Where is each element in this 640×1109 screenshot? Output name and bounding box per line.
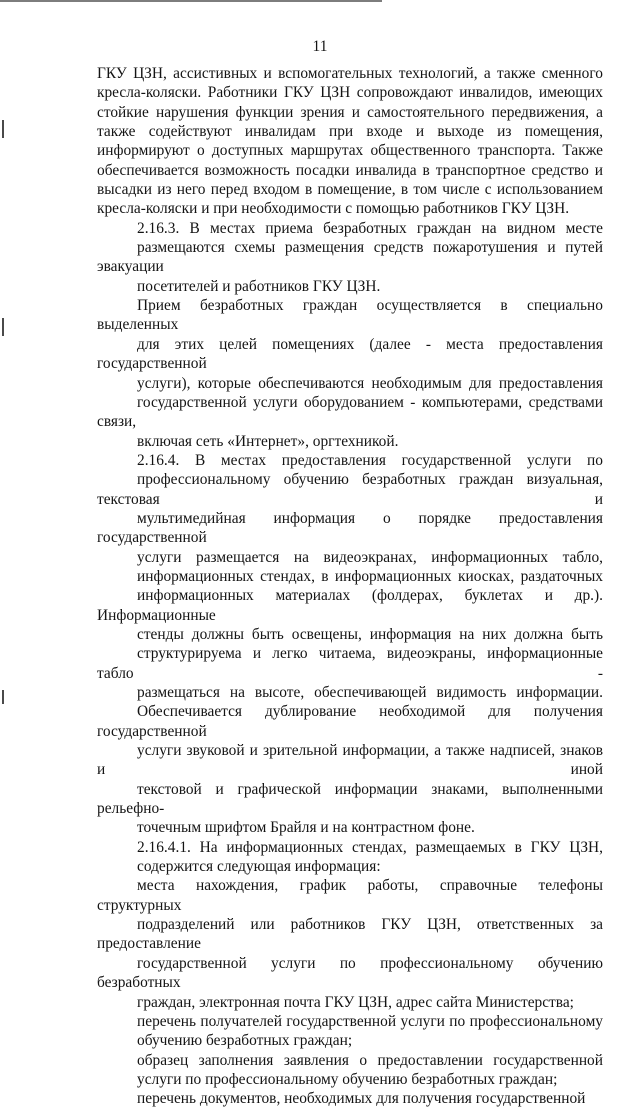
paragraph [97,451,603,838]
text-line: стойкие нарушения функции зрения и самостоятельного передвижения, а [97,103,603,121]
paragraph [97,876,603,1011]
document-body [97,64,603,1109]
text-line: размещаться на высоте, обеспечивающей видимость информации. [137,684,603,701]
text-line: информируют о доступных маршрутах общественного транспорта. Также [97,142,603,160]
page-number: 11 [312,38,328,55]
text-line: услуги по профессиональному обучению безработных граждан; [137,1070,558,1088]
text-line: структурируема и легко читаема, видеоэкраны, информационные табло - [97,645,603,682]
text-line: обеспечивается возможность посадки инвалида в транспортное средство и [97,161,603,179]
text-line: обучению безработных граждан; [137,1032,353,1050]
text-line: ГКУ ЦЗН, ассистивных и вспомогательных технологий, а также сменного [97,65,603,82]
text-line: информационных стендах, в информационных киосках, раздаточных [137,567,603,585]
paragraph [97,64,603,219]
text-line: посетителей и работников ГКУ ЦЗН. [137,277,381,295]
text-line: государственной услуги по профессиональному обучению безработных [97,954,603,992]
paragraph [97,296,603,451]
text-line: перечень получателей государственной услуги по профессиональному [137,1012,603,1030]
text-line: Обеспечивается дублирование необходимой для получения государственной [97,703,603,740]
left-margin-mark [2,690,4,704]
text-line: информационных материалах (фолдерах, буклетах и др.). Информационные [97,587,603,624]
top-border-line [0,0,382,2]
text-line: размещаются схемы размещения средств пожаротушения и путей эвакуации [97,239,603,276]
text-line: содержится следующая информация: [137,858,381,876]
text-line: Прием безработных граждан осуществляется в специально выделенных [97,297,603,334]
text-line: государственной услуги оборудованием - компьютерами, средствами связи, [97,393,603,431]
text-line: 2.16.4. В местах предоставления государственной услуги по [137,451,603,469]
text-line: кресла-коляски и при необходимости с помощью работников ГКУ ЦЗН. [97,200,570,218]
paragraph [97,219,603,296]
paragraph [97,1089,603,1108]
text-line: точечным шрифтом Брайля и на контрастном фоне. [137,819,475,837]
text-line: включая сеть «Интернет», оргтехникой. [137,432,399,450]
text-line: для этих целей помещениях (далее - места предоставления государственной [97,335,603,373]
text-line: профессиональному обучению безработных граждан визуальная, текстовая и [97,471,603,508]
text-line: кресла-коляски. Работники ГКУ ЦЗН сопровождают инвалидов, имеющих [97,84,603,102]
paragraph [97,1012,603,1051]
left-margin-mark [2,318,4,336]
text-line: подразделений или работников ГКУ ЦЗН, ответственных за предоставление [97,916,603,953]
paragraph [97,838,603,877]
text-line: стенды должны быть освещены, информация на них должна быть [137,625,603,643]
text-line: места нахождения, график работы, справочные телефоны структурных [97,877,603,914]
text-line: также содействуют инвалидам при входе и выходе из помещения, [97,123,603,141]
text-line: образец заполнения заявления о предоставлении государственной [137,1051,603,1069]
text-line: перечень документов, необходимых для получения государственной [137,1090,586,1108]
text-line: услуги), которые обеспечиваются необходимым для предоставления [137,374,603,392]
text-line: мультимедийная информация о порядке предоставления государственной [97,509,603,547]
paragraph [97,1051,603,1090]
text-line: 2.16.3. В местах приема безработных граждан на видном месте [137,219,603,237]
text-line: высадки из него перед входом в помещение, в том числе с использованием [97,181,603,199]
left-margin-mark [2,120,4,138]
text-line: текстовой и графической информации знаками, выполненными рельефно- [97,780,603,818]
text-line: граждан, электронная почта ГКУ ЦЗН, адрес сайта Министерства; [137,993,574,1011]
text-line: услуги звуковой и зрительной информации, а также надписей, знаков и иной [97,742,603,779]
text-line: услуги размещается на видеоэкранах, информационных табло, [137,548,603,566]
text-line: 2.16.4.1. На информационных стендах, размещаемых в ГКУ ЦЗН, [137,838,603,856]
